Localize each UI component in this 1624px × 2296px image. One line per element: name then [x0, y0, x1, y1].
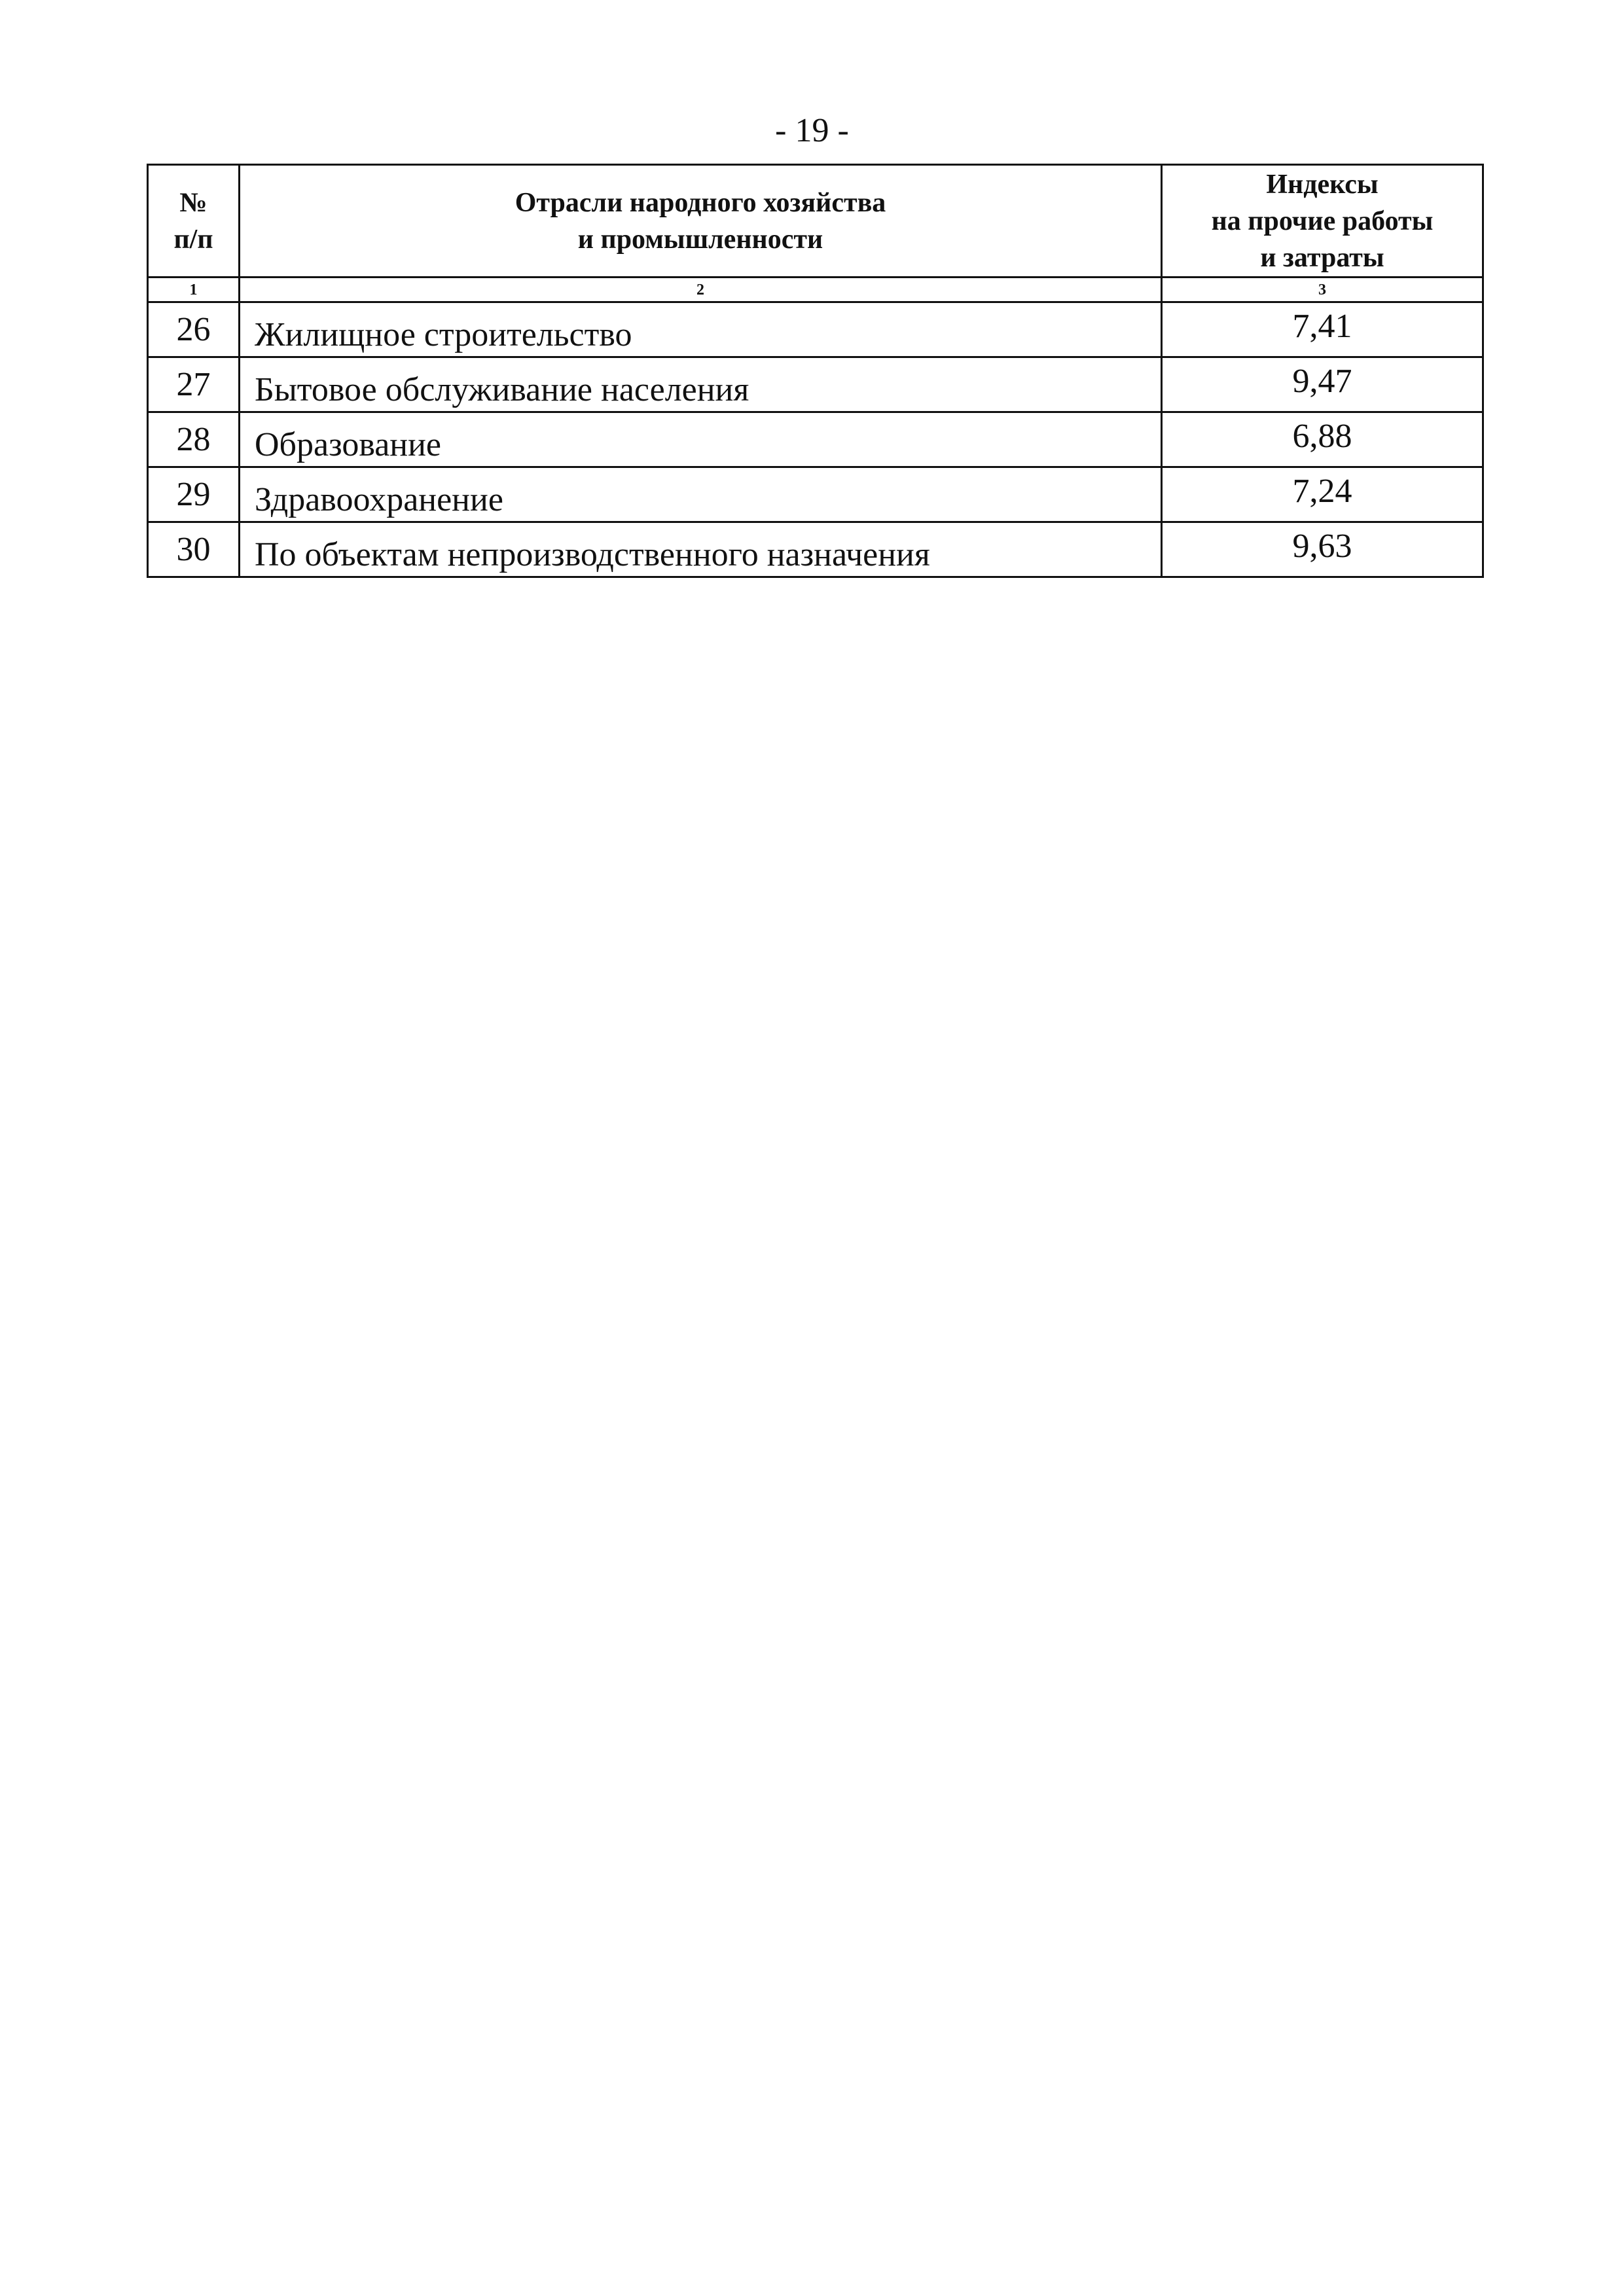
- row-number: 28: [148, 412, 240, 467]
- table-row: [148, 357, 1483, 412]
- header-industry-line: Отрасли народного хозяйства: [514, 187, 886, 218]
- row-number: 27: [148, 357, 240, 412]
- row-industry: Бытовое обслуживание населения: [240, 357, 1162, 412]
- header-industry-line: и промышленности: [577, 224, 823, 255]
- page-number: - 19 -: [775, 112, 849, 149]
- header-indices-line: на прочие работы: [1211, 206, 1434, 236]
- header-industry: [240, 165, 1162, 278]
- table-row: [148, 302, 1483, 357]
- row-industry: Жилищное строительство: [240, 302, 1162, 357]
- row-number: 26: [148, 302, 240, 357]
- row-number: 29: [148, 467, 240, 522]
- table-header-row: [148, 165, 1483, 278]
- row-index-value: 7,41: [1162, 302, 1483, 357]
- row-index-value: 6,88: [1162, 412, 1483, 467]
- table-row: [148, 522, 1483, 577]
- header-indices-line: и затраты: [1260, 243, 1384, 273]
- row-industry: Здравоохранение: [240, 467, 1162, 522]
- column-number: 2: [240, 278, 1162, 302]
- row-number: 30: [148, 522, 240, 577]
- header-number: [148, 165, 240, 278]
- indices-table: [147, 164, 1484, 578]
- table-row: [148, 467, 1483, 522]
- header-indices-line: Индексы: [1266, 170, 1379, 200]
- row-index-value: 9,47: [1162, 357, 1483, 412]
- row-index-value: 9,63: [1162, 522, 1483, 577]
- header-indices: [1162, 165, 1483, 278]
- row-industry: Образование: [240, 412, 1162, 467]
- header-number-line: №: [179, 187, 208, 218]
- column-number: 1: [148, 278, 240, 302]
- table-row: [148, 412, 1483, 467]
- header-number-line: п/п: [173, 224, 213, 255]
- column-number: 3: [1162, 278, 1483, 302]
- column-number-row: [148, 278, 1483, 302]
- row-index-value: 7,24: [1162, 467, 1483, 522]
- row-industry: По объектам непроизводственного назначения: [240, 522, 1162, 577]
